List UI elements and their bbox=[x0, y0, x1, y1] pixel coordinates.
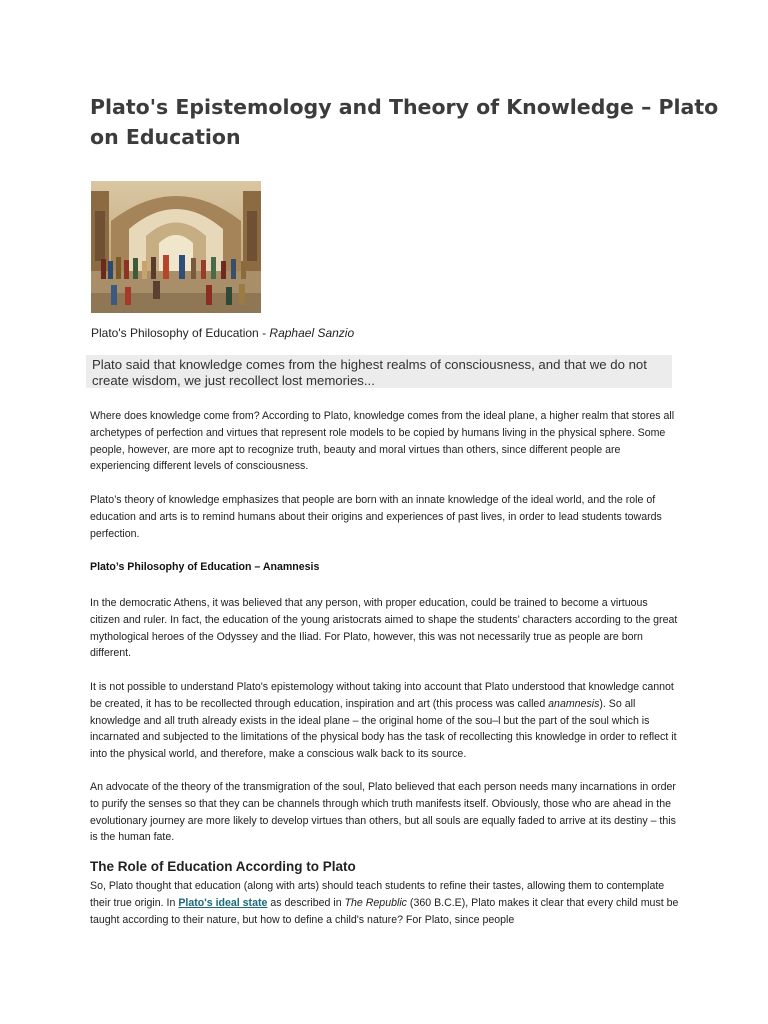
paragraph-5: An advocate of the theory of the transmigration of the soul, Plato believed that each person needs many incarnations in order to purify the senses so that they can be channels through which truth manifests itself. Obviously, those who are ahead in the evolutionary journey are more likely to develop virtues than others, but all souls are equally faded to arrive at its destiny – this is the human fate. bbox=[90, 781, 676, 844]
painting-image bbox=[91, 181, 261, 313]
paragraph-4-text-a: It is not possible to understand Plato's epistemology without taking into account that Plato understood that knowledge cannot be created, it has to be recollected through education, inspiration and art (this process was called bbox=[90, 681, 674, 710]
caption-text: Plato's Philosophy of Education - bbox=[91, 326, 270, 340]
subheading-anamnesis: Plato’s Philosophy of Education – Anamnesis bbox=[90, 561, 320, 573]
paragraph-6-text-b: as described in bbox=[267, 896, 345, 909]
paragraph-1: Where does knowledge come from? According to Plato, knowledge comes from the ideal plane, a higher realm that stores all archetypes of perfection and virtues that represent role models to be copied by humans living in the physical sphere. Some people, however, are more apt to recognize truth, beauty and moral virtues than others, since different people are experiencing different levels of consciousness. bbox=[90, 410, 675, 473]
article-title: Plato's Epistemology and Theory of Knowledge – Plato on Education bbox=[90, 95, 719, 149]
school-of-athens-painting bbox=[91, 181, 261, 313]
term-anamnesis: anamnesis bbox=[548, 697, 600, 710]
section-heading-role-of-education: The Role of Education According to Plato bbox=[90, 859, 356, 874]
platos-ideal-state-link[interactable]: Plato's ideal state bbox=[178, 896, 268, 909]
paragraph-4 bbox=[90, 679, 680, 763]
paragraph-3: In the democratic Athens, it was believed that any person, with proper education, could be trained to become a virtuous citizen and ruler. In fact, the education of the young aristocrats aimed to shape the students’ characters according to the great mythological heroes of the Odyssey and the Iliad. For Plato, however, this was not necessarily true as people are born different. bbox=[90, 597, 678, 660]
paragraph-6-text-c: (360 B.C.E), Plato makes it clear that every child must be taught according to their nature, but how to define a child's nature? For Plato, since people bbox=[90, 896, 679, 926]
paragraph-6 bbox=[90, 878, 680, 928]
paragraph-2: Plato’s theory of knowledge emphasizes that people are born with an innate knowledge of the ideal world, and the role of education and arts is to remind humans about their origins and experiences of past lives, in order to lead students towards perfection. bbox=[90, 494, 662, 540]
paragraph-6-text-a: So, Plato thought that education (along with arts) should teach students to refine their tastes, allowing them to contemplate their true origin. In bbox=[90, 880, 665, 909]
caption-artist: Raphael Sanzio bbox=[269, 326, 355, 340]
pull-quote: Plato said that knowledge comes from the highest realms of consciousness, and that we do not create wisdom, we just recollect lost memories... bbox=[86, 355, 672, 388]
book-title-the-republic: The Republic bbox=[344, 896, 407, 909]
figure-caption bbox=[91, 326, 354, 340]
paragraph-4-text-b: ). So all knowledge and all truth already exists in the ideal plane – the original home of the sou–l but the part of the soul which is incarnated and subjected to the limitations of the physical body has the task of recollecting this knowledge in order to reflect it into the physical world, and therefore, make a conscious walk back to its source. bbox=[90, 697, 677, 761]
